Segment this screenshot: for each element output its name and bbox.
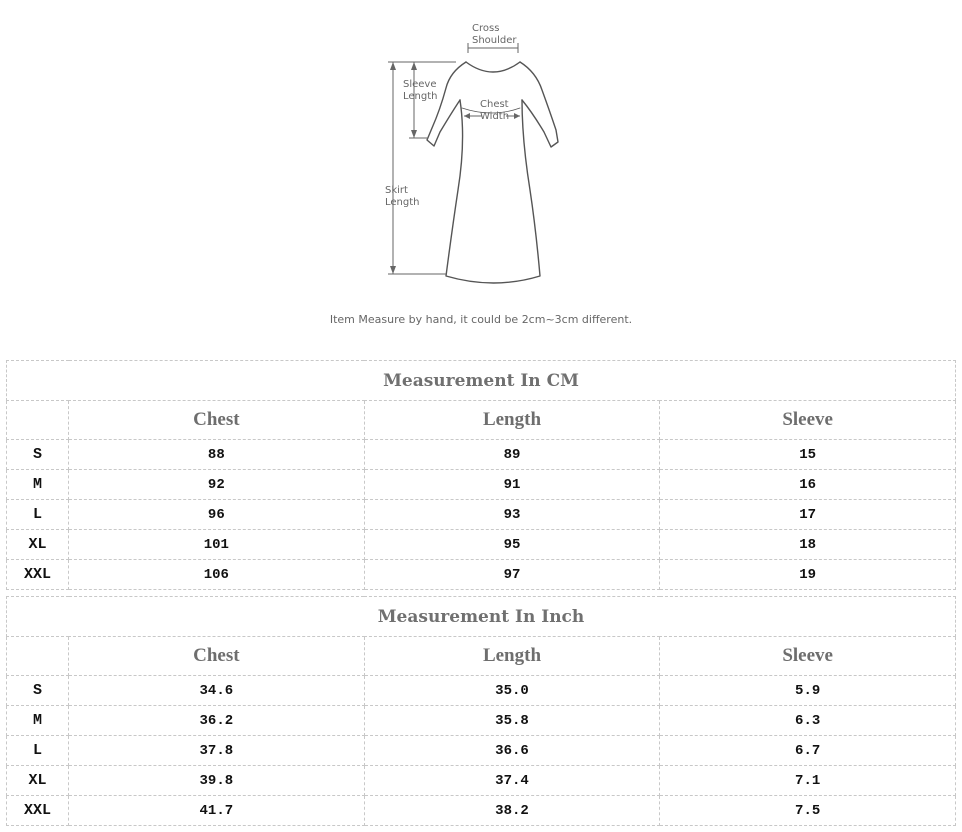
length-cell: 36.6	[364, 736, 660, 766]
length-cell: 35.0	[364, 676, 660, 706]
table-row	[7, 440, 956, 470]
sleeve-cell: 16	[660, 470, 956, 500]
length-cell: 97	[364, 560, 660, 590]
table-row	[7, 766, 956, 796]
chest-cell: 37.8	[69, 736, 365, 766]
column-header-sleeve: Sleeve	[660, 401, 956, 440]
chest-cell: 36.2	[69, 706, 365, 736]
column-header-length: Length	[364, 637, 660, 676]
size-header-empty	[7, 401, 69, 440]
sleeve-cell: 19	[660, 560, 956, 590]
column-header-length: Length	[364, 401, 660, 440]
chest-cell: 88	[69, 440, 365, 470]
table-row	[7, 736, 956, 766]
size-cell: XXL	[7, 796, 69, 826]
table-row	[7, 470, 956, 500]
length-cell: 93	[364, 500, 660, 530]
sleeve-length-label: Sleeve Length	[403, 79, 438, 102]
chest-cell: 34.6	[69, 676, 365, 706]
measure-note: Item Measure by hand, it could be 2cm~3cm different.	[329, 313, 633, 326]
table-row	[7, 530, 956, 560]
inch-size-table	[6, 596, 956, 826]
table-row	[7, 676, 956, 706]
length-cell: 35.8	[364, 706, 660, 736]
column-header-sleeve: Sleeve	[660, 637, 956, 676]
chest-cell: 106	[69, 560, 365, 590]
table-title: Measurement In Inch	[7, 597, 956, 637]
table-row	[7, 706, 956, 736]
size-cell: S	[7, 676, 69, 706]
length-cell: 89	[364, 440, 660, 470]
chest-cell: 101	[69, 530, 365, 560]
length-cell: 95	[364, 530, 660, 560]
length-cell: 91	[364, 470, 660, 500]
sleeve-cell: 6.3	[660, 706, 956, 736]
cross-shoulder-label: Cross Shoulder	[472, 23, 517, 46]
sleeve-cell: 15	[660, 440, 956, 470]
size-cell: XL	[7, 766, 69, 796]
chest-cell: 96	[69, 500, 365, 530]
cm-size-table	[6, 360, 956, 590]
size-cell: M	[7, 706, 69, 736]
chest-cell: 39.8	[69, 766, 365, 796]
size-cell: L	[7, 500, 69, 530]
chest-width-label: Chest Width	[480, 99, 510, 122]
dress-measurement-diagram	[0, 0, 962, 300]
sleeve-cell: 6.7	[660, 736, 956, 766]
size-header-empty	[7, 637, 69, 676]
chest-cell: 41.7	[69, 796, 365, 826]
length-cell: 37.4	[364, 766, 660, 796]
column-header-chest: Chest	[69, 637, 365, 676]
size-cell: M	[7, 470, 69, 500]
sleeve-cell: 17	[660, 500, 956, 530]
chest-cell: 92	[69, 470, 365, 500]
length-cell: 38.2	[364, 796, 660, 826]
sleeve-cell: 5.9	[660, 676, 956, 706]
size-cell: XL	[7, 530, 69, 560]
column-header-chest: Chest	[69, 401, 365, 440]
sleeve-cell: 7.1	[660, 766, 956, 796]
skirt-length-label: Skirt Length	[385, 185, 420, 208]
size-cell: L	[7, 736, 69, 766]
table-row	[7, 500, 956, 530]
table-row	[7, 796, 956, 826]
size-cell: XXL	[7, 560, 69, 590]
table-title: Measurement In CM	[7, 361, 956, 401]
table-row	[7, 560, 956, 590]
sleeve-cell: 7.5	[660, 796, 956, 826]
size-cell: S	[7, 440, 69, 470]
sleeve-cell: 18	[660, 530, 956, 560]
